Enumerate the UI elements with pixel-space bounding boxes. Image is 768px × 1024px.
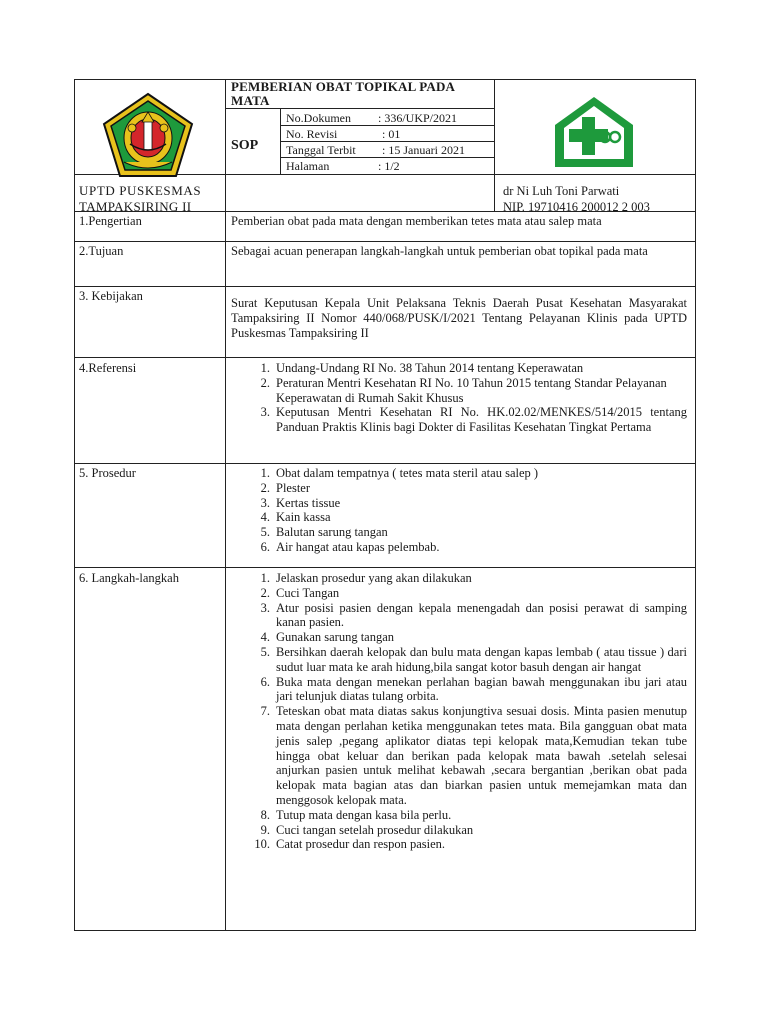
pengertian-text: Pemberian obat pada mata dengan memberikan tetes mata atau salep mata	[231, 214, 602, 228]
langkah-label: 6. Langkah-langkah	[79, 571, 179, 585]
list-item: 2. Peraturan Mentri Kesehatan RI No. 10 Tahun 2015 tentang Standar Pelayanan Keperawatan di Rumah Sakit Khusus	[260, 375, 667, 405]
list-item: 5. Balutan sarung tangan	[260, 525, 388, 540]
puskesmas-logo	[553, 95, 635, 169]
signer-block	[503, 183, 693, 215]
signer-name: dr Ni Luh Toni Parwati	[503, 184, 620, 198]
row-line	[74, 567, 696, 568]
tujuan-text: Sebagai acuan penerapan langkah-langkah untuk pemberian obat topikal pada mata	[231, 244, 648, 258]
issue-date-value: : 15 Januari 2021	[382, 143, 465, 157]
list-item: 3. Kertas tissue	[260, 495, 341, 510]
prosedur-label: 5. Prosedur	[79, 466, 136, 480]
header-right-divider	[494, 79, 495, 211]
kebijakan-text: Surat Keputusan Kepala Unit Pelaksana Teknis Daerah Pusat Kesehatan Masyarakat Tampaksiring II Nomor 440/068/PUSK/I/2021 Tentang Pelayanan Klinis pada UPTD Puskesmas Tampaksiring II	[231, 296, 687, 340]
issue-date-row	[282, 142, 494, 158]
referensi-label: 4.Referensi	[79, 361, 137, 375]
list-item: 2. Plester	[260, 480, 311, 495]
list-item: 1. Jelaskan prosedur yang akan dilakukan	[260, 571, 472, 585]
list-item: 3. Keputusan Mentri Kesehatan RI No. HK.02.02/MENKES/514/2015 tentang Panduan Praktis Klinis bagi Dokter di Fasilitas Kesehatan Tingkat Pertama	[260, 405, 687, 435]
list-item: 5. Bersihkan daerah kelopak dan bulu mata dengan kapas lembab ( atau tissue ) dari sudut luar mata ke arah hidung,bila sangat kotor basuh dengan air hangat	[260, 644, 687, 674]
regional-emblem-logo	[102, 92, 194, 178]
list-item: 1. Undang-Undang RI No. 38 Tahun 2014 tentang Keperawatan	[260, 361, 584, 375]
row-line	[225, 108, 494, 109]
list-item: 10. Catat prosedur dan respon pasien.	[254, 837, 446, 852]
revision-value: : 01	[382, 127, 401, 141]
issue-date-label: Tanggal Terbit	[286, 143, 356, 157]
list-item: 1. Obat dalam tempatnya ( tetes mata steril atau salep )	[260, 466, 539, 480]
organization-name	[79, 183, 224, 215]
list-item: 9. Cuci tangan setelah prosedur dilakukan	[260, 822, 474, 837]
referensi-list	[260, 361, 687, 435]
list-item: 2. Cuci Tangan	[260, 585, 340, 600]
list-item: 3. Atur posisi pasien dengan kepala menengadah dan posisi perawat di samping kanan pasien.	[260, 600, 687, 630]
page-row	[282, 158, 494, 174]
list-item: 4. Kain kassa	[260, 510, 331, 525]
tujuan-label: 2.Tujuan	[79, 244, 124, 258]
revision-row	[282, 126, 494, 142]
row-line	[74, 357, 696, 358]
doc-number-row	[282, 110, 494, 126]
sop-label: SOP	[231, 138, 259, 153]
row-line	[74, 463, 696, 464]
revision-label: No. Revisi	[286, 127, 338, 141]
list-item: 8. Tutup mata dengan kasa bila perlu.	[260, 807, 452, 822]
list-item: 7. Teteskan obat mata diatas sakus konjungtiva sesuai dosis. Minta pasien menutup mata dengan perlahan ketika menggunakan tetes mata. Bila gangguan obat mata jenis salep ,pegang aplikator diatas tepi kelopak mata,Kemudian tekan tube hingga obat keluar dan berikan pada kelopak mata bawah .setelah selesai anjurkan pasien untuk melihat kebawah ,secara bergantian ,berikan obat pada kelopak mata bagian atas dan biarkan pasien untuk memejamkan mata dan menggosok kelopak mata.	[260, 704, 687, 807]
list-item: 6. Air hangat atau kapas pelembab.	[260, 539, 440, 554]
pengertian-label: 1.Pengertian	[79, 214, 142, 228]
doc-number-label: No.Dokumen	[286, 111, 351, 125]
doc-number-value: : 336/UKP/2021	[378, 111, 458, 125]
organization-line-2: TAMPAKSIRING II	[79, 199, 192, 214]
list-item: 6. Buka mata dengan menekan perlahan bagian bawah menggunakan ibu jari atau jari telunjuk diatas tulang orbita.	[260, 674, 687, 704]
prosedur-list	[260, 466, 687, 555]
row-line	[74, 286, 696, 287]
row-line	[74, 241, 696, 242]
list-item: 4. Gunakan sarung tangan	[260, 630, 395, 645]
document-title: PEMBERIAN OBAT TOPIKAL PADA MATA	[231, 79, 455, 108]
langkah-list	[254, 571, 687, 852]
page-value: : 1/2	[378, 159, 400, 173]
page-label: Halaman	[286, 159, 330, 173]
column-divider	[225, 79, 226, 931]
kebijakan-label: 3. Kebijakan	[79, 289, 143, 303]
signer-nip: NIP. 19710416 200012 2 003	[503, 200, 650, 214]
organization-line-1: UPTD PUSKESMAS	[79, 183, 202, 198]
